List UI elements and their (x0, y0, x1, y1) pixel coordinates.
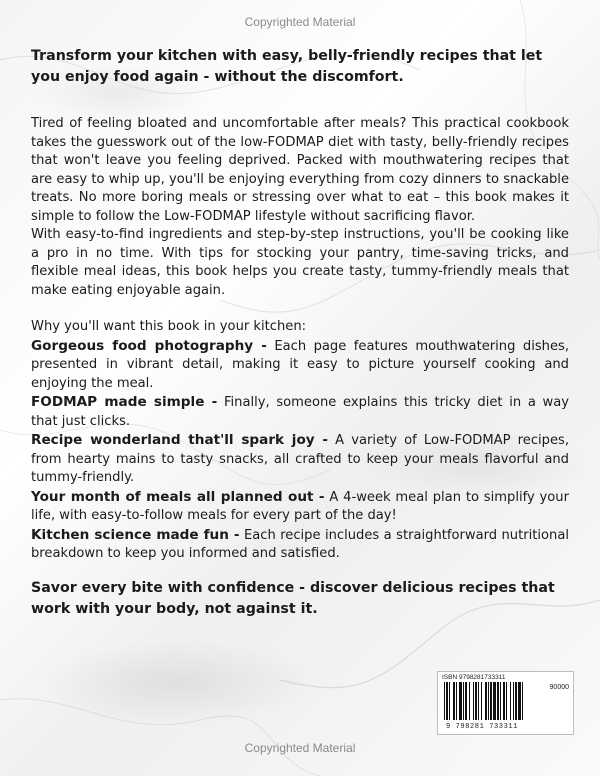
barcode-bar (510, 682, 511, 720)
barcode-bar (446, 682, 448, 720)
barcode-bar (515, 682, 517, 720)
barcode-bar (456, 682, 457, 720)
feature-text: A 4-week meal plan to simplify your life, with easy-to-follow meals for every part of the day! (31, 489, 569, 523)
isbn-barcode (437, 671, 574, 735)
barcode-bar (503, 682, 505, 720)
watermark-bottom: Copyrighted Material (244, 741, 356, 755)
price-code: 90000 (549, 684, 569, 691)
feature-title: Your month of meals all planned out - (31, 488, 325, 505)
barcode-bar (506, 682, 507, 720)
tagline: Transform your kitchen with easy, belly-friendly recipes that let you enjoy food again - without the discomfort. (31, 48, 543, 85)
barcode-bar (481, 682, 482, 720)
feature-title: Kitchen science made fun - (31, 526, 240, 543)
barcode-bar (475, 682, 477, 720)
barcode-bar (497, 682, 499, 720)
barcode-bar (465, 682, 467, 720)
feature-item (31, 393, 569, 431)
feature-title: Recipe wonderland that'll spark joy - (31, 432, 329, 448)
description-paragraph: With easy-to-find ingredients and step-by-step instructions, you'll be cooking like a pro in no time. With tips for stocking your pantry, time-saving tricks, and flexible meal ideas, this book helps you create tasty, tummy-friendly meals that make eating enjoyable again. (31, 227, 569, 298)
feature-text: Finally, someone explains this tricky diet in a way that just clicks. (31, 395, 569, 429)
barcode-bar (453, 682, 455, 720)
barcode-bar (485, 682, 487, 720)
barcode-bar (449, 682, 450, 720)
barcode-bar (493, 682, 496, 720)
closing-statement: Savor every bite with confidence - discover delicious recipes that work with your body, not against it. (31, 579, 555, 617)
isbn-digits: 9 798281 733311 (446, 723, 519, 731)
barcode-icon (444, 682, 566, 722)
feature-text: Each recipe includes a straightforward nutritional breakdown to keep you informed and satisfied. (31, 527, 570, 561)
barcode-bar (463, 682, 464, 720)
description-paragraph: Tired of feeling bloated and uncomfortable after meals? This practical cookbook takes the guesswork out of the low-FODMAP diet with tasty, belly-friendly recipes that won't leave you feeling deprived. Packed with mouthwatering recipes that are easy to whip up, you'll be enjoying everything from cozy dinners to snackable treats. No more boring meals or stressing over what to eat – this book makes it simple to follow the Low-FODMAP lifestyle without sacrificing flavor. (31, 116, 569, 224)
feature-item (31, 337, 569, 394)
isbn-label: ISBN 9798281733311 (442, 674, 506, 681)
feature-title: FODMAP made simple - (31, 394, 218, 410)
back-cover-text (31, 46, 569, 620)
barcode-bar (513, 682, 514, 720)
feature-text: A variety of Low-FODMAP recipes, from hearty mains to tasty snacks, all crafted to keep your meals flavorful and tummy-friendly. (31, 433, 570, 485)
features-intro: Why you'll want this book in your kitchen: (31, 319, 307, 334)
feature-item (31, 488, 569, 526)
barcode-bar (518, 682, 521, 720)
barcode-bar (500, 682, 501, 720)
barcode-bar (488, 682, 489, 720)
feature-text: Each page features mouthwatering dishes, presented in vibrant detail, making it easy to picture yourself cooking and enjoying the meal. (31, 338, 569, 391)
barcode-bar (490, 682, 492, 720)
barcode-bar (478, 682, 479, 720)
watermark-top: Copyrighted Material (244, 15, 356, 29)
barcode-bar (469, 682, 470, 720)
feature-item (31, 431, 569, 488)
barcode-bar (473, 682, 474, 720)
barcode-bar (522, 682, 523, 720)
feature-item (31, 526, 569, 564)
feature-title: Gorgeous food photography - (31, 337, 267, 354)
barcode-bar (459, 682, 462, 720)
barcode-bar (444, 682, 445, 720)
